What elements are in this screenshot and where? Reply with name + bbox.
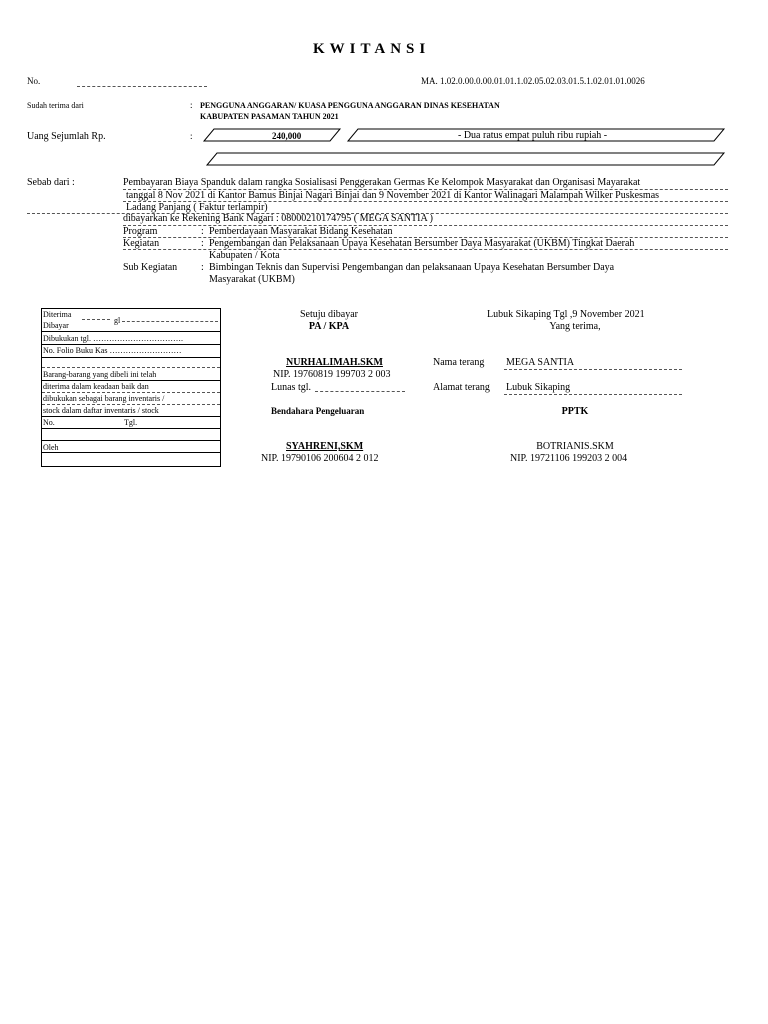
received-from-colon: : <box>190 100 193 110</box>
amount-words: - Dua ratus empat puluh ribu rupiah - <box>458 130 608 141</box>
kegiatan-colon: : <box>201 238 204 249</box>
gl-rule <box>122 321 218 322</box>
dibukukan-label: Dibukukan tgl. ……………………………. <box>43 334 183 343</box>
received-from-line2: KABUPATEN PASAMAN TAHUN 2021 <box>200 112 339 121</box>
pptk-nip: NIP. 19721106 199203 2 004 <box>510 453 628 464</box>
barang-line1: Barang-barang yang dibeli ini telah <box>43 370 157 379</box>
barang-line3: dibukukan sebagai barang inventaris / <box>43 394 165 403</box>
row-line-11 <box>42 452 220 453</box>
place-date: Lubuk Sikaping Tgl ,9 November 2021 <box>487 309 645 320</box>
kegiatan-line2: Kabupaten / Kota <box>209 250 280 261</box>
bendahara-nip: NIP. 19790106 200604 2 012 <box>261 453 379 464</box>
cause-line2: tanggal 8 Nov 2021 di Kantor Bamus Binjai Nagari Binjai dan 9 November 2021 di Kantor Walinagari Malampah Wilker Puskesmas <box>126 190 660 201</box>
row-line-10 <box>42 440 220 441</box>
diterima-rule <box>82 319 110 320</box>
pptk-label: PPTK <box>561 406 589 417</box>
row-line-6 <box>42 392 220 393</box>
amount-colon: : <box>190 131 193 141</box>
subkegiatan-colon: : <box>201 262 204 273</box>
row-line-9 <box>42 428 220 429</box>
program-value: Pemberdayaan Masyarakat Bidang Kesehatan <box>209 226 393 237</box>
bendahara-label: Bendahara Pengeluaran <box>271 406 365 416</box>
row-line-4 <box>42 367 220 368</box>
receiver-label: Yang terima, <box>549 321 601 332</box>
alamat-terang-label: Alamat terang <box>433 382 490 393</box>
pa-kpa-label: PA / KPA <box>308 321 350 332</box>
bank-line: dibayarkan ke Rekening Bank Nagari : 08000210174795 ( MEGA SANTIA ) <box>123 213 433 224</box>
verification-box <box>41 308 221 467</box>
diterima-label: Diterima <box>43 310 72 319</box>
row-line-3 <box>42 357 220 358</box>
ma-code: MA. 1.02.0.00.0.00.01.01.1.02.05.02.03.01.5.1.02.01.01.0026 <box>421 76 645 86</box>
barang-line2: diterima dalam keadaan baik dan <box>43 382 149 391</box>
received-from-label: Sudah terima dari <box>27 101 84 110</box>
bendahara-name: SYAHRENI,SKM <box>286 441 364 452</box>
alamat-terang-value: Lubuk Sikaping <box>506 382 571 393</box>
program-colon: : <box>201 226 204 237</box>
document-title: KWITANSI <box>313 41 431 57</box>
subkegiatan-label: Sub Kegiatan <box>123 262 178 273</box>
barang-line4: stock dalam daftar inventaris / stock <box>43 406 159 415</box>
received-from-line1: PENGGUNA ANGGARAN/ KUASA PENGGUNA ANGGARAN DINAS KESEHATAN <box>200 101 500 110</box>
nama-terang-label: Nama terang <box>433 357 485 368</box>
row-line-7 <box>42 404 220 405</box>
subkegiatan-line2: Masyarakat (UKBM) <box>209 274 295 285</box>
kegiatan-label: Kegiatan <box>123 238 160 249</box>
nama-terang-rule <box>504 369 682 370</box>
lunas-label: Lunas tgl. <box>271 382 311 393</box>
amount-parallelograms <box>0 0 768 180</box>
nama-terang-value: MEGA SANTIA <box>506 357 575 368</box>
amount-label: Uang Sejumlah Rp. <box>27 131 106 142</box>
row-line-8 <box>42 416 220 417</box>
subkegiatan-line1: Bimbingan Teknis dan Supervisi Pengembangan dan pelaksanaan Upaya Kesehatan Bersumber Daya <box>209 262 615 273</box>
cause-label: Sebab dari : <box>27 177 75 188</box>
pa-name: NURHALIMAH.SKM <box>286 357 383 368</box>
pptk-name: BOTRIANIS.SKM <box>536 441 614 452</box>
program-label: Program <box>123 226 158 237</box>
amount-value: 240,000 <box>272 131 302 141</box>
pa-nip: NIP. 19760819 199703 2 003 <box>273 369 391 380</box>
cause-line1: Pembayaran Biaya Spanduk dalam rangka Sosialisasi Penggerakan Germas Ke Kelompok Masyarakat dan Organisasi Mayarakat <box>123 177 641 188</box>
cause-line3: Ladang Panjang ( Faktur terlampir) <box>126 202 268 213</box>
no-label: No. <box>27 76 41 86</box>
tgl-label-box: Tgl. <box>124 418 138 427</box>
approve-label: Setuju dibayar <box>299 309 359 320</box>
row-line-2 <box>42 344 220 345</box>
lunas-rule <box>315 391 405 392</box>
row-line-1 <box>42 331 220 332</box>
no-label-box: No. <box>43 418 55 427</box>
alamat-terang-rule <box>504 394 682 395</box>
gl-label: gl <box>114 316 121 325</box>
folio-label: No. Folio Buku Kas ……………………… <box>43 346 182 355</box>
row-line-5 <box>42 380 220 381</box>
oleh-label: Oleh <box>43 443 59 452</box>
kegiatan-line1: Pengembangan dan Pelaksanaan Upaya Kesehatan Bersumber Daya Masyarakat (UKBM) Tingkat Daerah <box>209 238 635 249</box>
amount-extra-box <box>207 153 724 165</box>
dibayar-label: Dibayar <box>43 321 69 330</box>
